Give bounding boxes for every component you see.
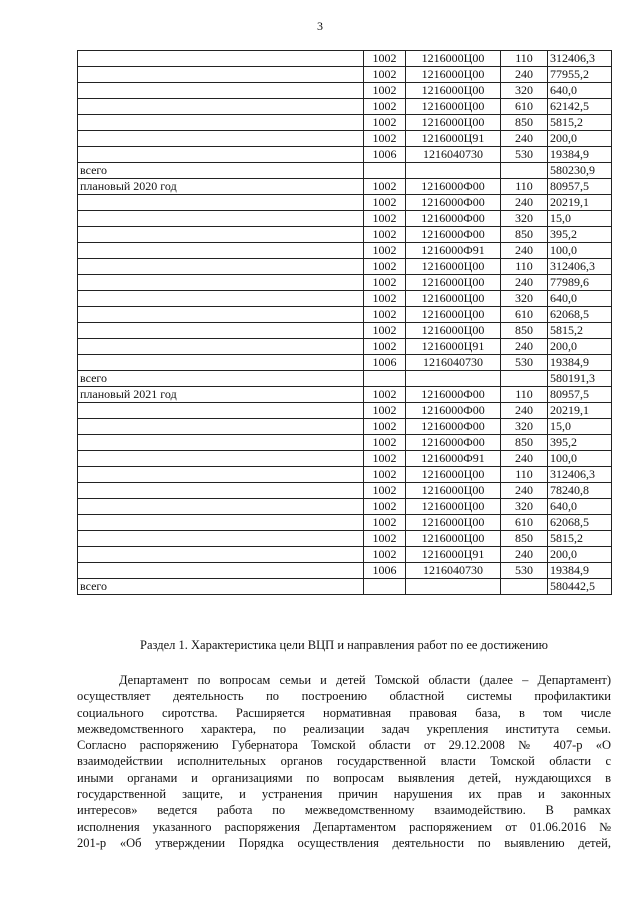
table-cell: 1216000Ф00	[406, 211, 501, 227]
body-line: межведомственного характера, по реализации задач укрепления института семьи.	[77, 721, 611, 736]
table-cell: 1002	[364, 531, 406, 547]
table-cell	[78, 243, 364, 259]
table-cell: 240	[501, 403, 548, 419]
table-cell: 78240,8	[548, 483, 612, 499]
table-cell: 1216000Ф00	[406, 227, 501, 243]
table-cell: 1216000Ц00	[406, 307, 501, 323]
table-cell: 110	[501, 467, 548, 483]
table-cell: 62068,5	[548, 307, 612, 323]
table-row	[78, 115, 612, 131]
table-cell: 1216000Ц00	[406, 83, 501, 99]
table-cell: 1002	[364, 227, 406, 243]
table-cell	[78, 211, 364, 227]
table-cell: 312406,3	[548, 467, 612, 483]
table-cell: 1216000Ц00	[406, 99, 501, 115]
section-heading: Раздел 1. Характеристика цели ВЦП и направления работ по ее достижению	[140, 638, 548, 652]
table-cell: 320	[501, 211, 548, 227]
table-cell: 1216000Ф00	[406, 195, 501, 211]
table-cell: 1006	[364, 563, 406, 579]
table-row	[78, 227, 612, 243]
table-cell: 200,0	[548, 131, 612, 147]
table-row	[78, 387, 612, 403]
table-cell: 395,2	[548, 435, 612, 451]
table-cell: 1006	[364, 355, 406, 371]
table-cell	[78, 227, 364, 243]
table-cell: 850	[501, 531, 548, 547]
table-row	[78, 131, 612, 147]
table-cell	[78, 83, 364, 99]
table-cell: 1216040730	[406, 147, 501, 163]
table-row	[78, 531, 612, 547]
table-cell: 110	[501, 387, 548, 403]
table-cell: 1002	[364, 99, 406, 115]
table-row	[78, 147, 612, 163]
table-cell: 640,0	[548, 291, 612, 307]
table-cell: 1216000Ц91	[406, 547, 501, 563]
table-cell	[364, 163, 406, 179]
body-line: взаимодействии исполнительных органов государственной власти Томской области с	[77, 754, 611, 769]
table-row	[78, 355, 612, 371]
table-cell: 1216000Ц00	[406, 323, 501, 339]
table-cell: 77989,6	[548, 275, 612, 291]
table-cell	[78, 419, 364, 435]
table-cell: 395,2	[548, 227, 612, 243]
table-row	[78, 275, 612, 291]
table-cell	[364, 579, 406, 595]
table-cell: 850	[501, 323, 548, 339]
table-cell: 1216000Ц91	[406, 339, 501, 355]
table-cell: всего	[78, 579, 364, 595]
table-cell	[78, 131, 364, 147]
table-cell: 1002	[364, 435, 406, 451]
body-text	[77, 672, 611, 851]
table-cell	[78, 467, 364, 483]
table-cell: 610	[501, 515, 548, 531]
table-row	[78, 515, 612, 531]
table-row	[78, 179, 612, 195]
table-cell: 320	[501, 419, 548, 435]
table-cell	[78, 499, 364, 515]
table-cell: 1216000Ф00	[406, 179, 501, 195]
table-cell	[78, 195, 364, 211]
table-cell: 80957,5	[548, 179, 612, 195]
table-cell	[78, 531, 364, 547]
table-cell	[78, 147, 364, 163]
table-cell: 240	[501, 243, 548, 259]
table-cell	[78, 563, 364, 579]
table-cell: 530	[501, 563, 548, 579]
table-cell: 5815,2	[548, 531, 612, 547]
table-cell: 110	[501, 51, 548, 67]
table-row	[78, 51, 612, 67]
table-cell: 312406,3	[548, 259, 612, 275]
table-cell	[501, 579, 548, 595]
table-cell: 240	[501, 275, 548, 291]
table-cell: 580442,5	[548, 579, 612, 595]
table-row	[78, 323, 612, 339]
table-cell: плановый 2021 год	[78, 387, 364, 403]
body-line: 201-р «Об утверждении Порядка осуществления деятельности по выявлению детей,	[77, 835, 611, 850]
table-cell: 240	[501, 451, 548, 467]
body-line: интересов» ведется работа по межведомственному взаимодействию. В рамках	[77, 803, 611, 818]
table-cell: 1216040730	[406, 355, 501, 371]
table-row	[78, 451, 612, 467]
table-cell: всего	[78, 371, 364, 387]
table-cell: 200,0	[548, 339, 612, 355]
table-cell: 110	[501, 179, 548, 195]
table-cell	[501, 163, 548, 179]
table-row	[78, 371, 612, 387]
table-cell	[78, 115, 364, 131]
table-cell	[78, 291, 364, 307]
table-cell: 640,0	[548, 499, 612, 515]
table-cell	[78, 67, 364, 83]
table-cell: 1002	[364, 467, 406, 483]
table-cell: всего	[78, 163, 364, 179]
table-cell: 1002	[364, 451, 406, 467]
table-cell	[78, 547, 364, 563]
table-row	[78, 243, 612, 259]
table-cell: 1002	[364, 243, 406, 259]
table-cell: 1216000Ф00	[406, 419, 501, 435]
table-cell: 5815,2	[548, 115, 612, 131]
table-row	[78, 163, 612, 179]
table-row	[78, 483, 612, 499]
table-cell: 850	[501, 435, 548, 451]
body-line: осуществляет деятельность по построению областной системы профилактики	[77, 689, 611, 704]
table-row	[78, 579, 612, 595]
table-cell: 640,0	[548, 83, 612, 99]
table-cell	[364, 371, 406, 387]
table-cell	[78, 435, 364, 451]
table-cell: 1216000Ц00	[406, 259, 501, 275]
table-cell: 80957,5	[548, 387, 612, 403]
table-cell: 200,0	[548, 547, 612, 563]
table-cell: 1002	[364, 499, 406, 515]
table-cell: 1216000Ф91	[406, 451, 501, 467]
table-cell: 1216000Ф00	[406, 387, 501, 403]
table-row	[78, 499, 612, 515]
table-cell: 1002	[364, 339, 406, 355]
table-cell: 580191,3	[548, 371, 612, 387]
table-cell: 1216000Ф00	[406, 403, 501, 419]
table-cell: 100,0	[548, 451, 612, 467]
table-cell: 1006	[364, 147, 406, 163]
table-cell	[78, 339, 364, 355]
table-row	[78, 67, 612, 83]
table-cell: 1002	[364, 403, 406, 419]
table-cell	[501, 371, 548, 387]
table-row	[78, 467, 612, 483]
table-row	[78, 83, 612, 99]
table-cell	[78, 355, 364, 371]
table-row	[78, 307, 612, 323]
table-cell: 320	[501, 291, 548, 307]
body-line: Согласно распоряжению Губернатора Томской области от 29.12.2008 № 407-р «О	[77, 738, 611, 753]
table-cell	[78, 483, 364, 499]
table-cell: 1002	[364, 275, 406, 291]
table-row	[78, 211, 612, 227]
table-cell: 850	[501, 115, 548, 131]
table-row	[78, 419, 612, 435]
table-cell	[406, 371, 501, 387]
body-line: социального сиротства. Расширяется нормативная правовая база, в том числе	[77, 705, 611, 720]
table-cell: 240	[501, 339, 548, 355]
body-line: государственной защите, и устранения причин нарушения их прав и законных	[77, 787, 611, 802]
table-row	[78, 259, 612, 275]
table-row	[78, 547, 612, 563]
table-row	[78, 563, 612, 579]
table-cell: 100,0	[548, 243, 612, 259]
table-cell: 850	[501, 227, 548, 243]
table-cell: 1002	[364, 547, 406, 563]
body-line: иными органами и организациями по вопросам выявления детей, нуждающихся в	[77, 770, 611, 785]
table-row	[78, 339, 612, 355]
table-cell: 312406,3	[548, 51, 612, 67]
table-row	[78, 403, 612, 419]
table-cell	[78, 451, 364, 467]
table-cell: 1216000Ц00	[406, 51, 501, 67]
table-cell: плановый 2020 год	[78, 179, 364, 195]
table-cell: 1216040730	[406, 563, 501, 579]
table-cell: 20219,1	[548, 403, 612, 419]
table-cell	[78, 99, 364, 115]
table-cell: 580230,9	[548, 163, 612, 179]
table-row	[78, 195, 612, 211]
table-cell: 1002	[364, 387, 406, 403]
table-cell: 240	[501, 547, 548, 563]
table-cell	[78, 515, 364, 531]
table-row	[78, 291, 612, 307]
page-number: 3	[317, 19, 323, 33]
body-line: исполнения указанного распоряжения Департаментом распоряжением от 01.06.2016 №	[77, 819, 611, 834]
table-cell: 1002	[364, 307, 406, 323]
table-cell: 1216000Ц00	[406, 115, 501, 131]
table-row	[78, 99, 612, 115]
table-cell: 15,0	[548, 211, 612, 227]
table-cell: 1216000Ц00	[406, 67, 501, 83]
budget-table	[77, 50, 612, 595]
table-cell: 1002	[364, 211, 406, 227]
table-cell: 320	[501, 83, 548, 99]
table-cell: 110	[501, 259, 548, 275]
table-cell: 1216000Ц00	[406, 467, 501, 483]
table-cell: 5815,2	[548, 323, 612, 339]
table-cell: 1002	[364, 115, 406, 131]
table-cell: 610	[501, 99, 548, 115]
table-cell: 1002	[364, 67, 406, 83]
table-cell: 240	[501, 131, 548, 147]
table-cell: 1002	[364, 179, 406, 195]
table-cell: 19384,9	[548, 147, 612, 163]
table-cell: 62068,5	[548, 515, 612, 531]
table-cell: 62142,5	[548, 99, 612, 115]
table-cell: 1216000Ц00	[406, 515, 501, 531]
table-cell	[78, 307, 364, 323]
table-cell: 1002	[364, 259, 406, 275]
table-cell: 240	[501, 67, 548, 83]
table-cell: 1216000Ц00	[406, 531, 501, 547]
table-cell: 240	[501, 195, 548, 211]
body-line: Департамент по вопросам семьи и детей Томской области (далее – Департамент)	[119, 673, 611, 687]
table-cell: 530	[501, 355, 548, 371]
table-cell: 1002	[364, 515, 406, 531]
table-cell: 1002	[364, 131, 406, 147]
table-cell: 1216000Ф91	[406, 243, 501, 259]
table-cell: 1002	[364, 291, 406, 307]
table-cell: 19384,9	[548, 355, 612, 371]
table-cell: 1216000Ц00	[406, 291, 501, 307]
table-cell: 1002	[364, 419, 406, 435]
table-cell: 1216000Ф00	[406, 435, 501, 451]
table-cell: 19384,9	[548, 563, 612, 579]
table-cell: 1002	[364, 195, 406, 211]
table-cell	[78, 259, 364, 275]
table-cell: 240	[501, 483, 548, 499]
table-cell: 1216000Ц91	[406, 131, 501, 147]
table-cell: 1216000Ц00	[406, 275, 501, 291]
table-cell: 77955,2	[548, 67, 612, 83]
table-cell: 20219,1	[548, 195, 612, 211]
table-cell: 1002	[364, 51, 406, 67]
table-cell: 320	[501, 499, 548, 515]
table-cell: 1002	[364, 83, 406, 99]
table-cell: 610	[501, 307, 548, 323]
table-cell	[78, 51, 364, 67]
table-cell	[406, 163, 501, 179]
table-cell: 530	[501, 147, 548, 163]
table-cell: 1002	[364, 323, 406, 339]
table-row	[78, 435, 612, 451]
table-cell: 1216000Ц00	[406, 483, 501, 499]
table-cell	[78, 323, 364, 339]
table-cell	[78, 403, 364, 419]
table-cell	[406, 579, 501, 595]
table-cell: 1002	[364, 483, 406, 499]
table-cell: 15,0	[548, 419, 612, 435]
table-cell: 1216000Ц00	[406, 499, 501, 515]
table-cell	[78, 275, 364, 291]
